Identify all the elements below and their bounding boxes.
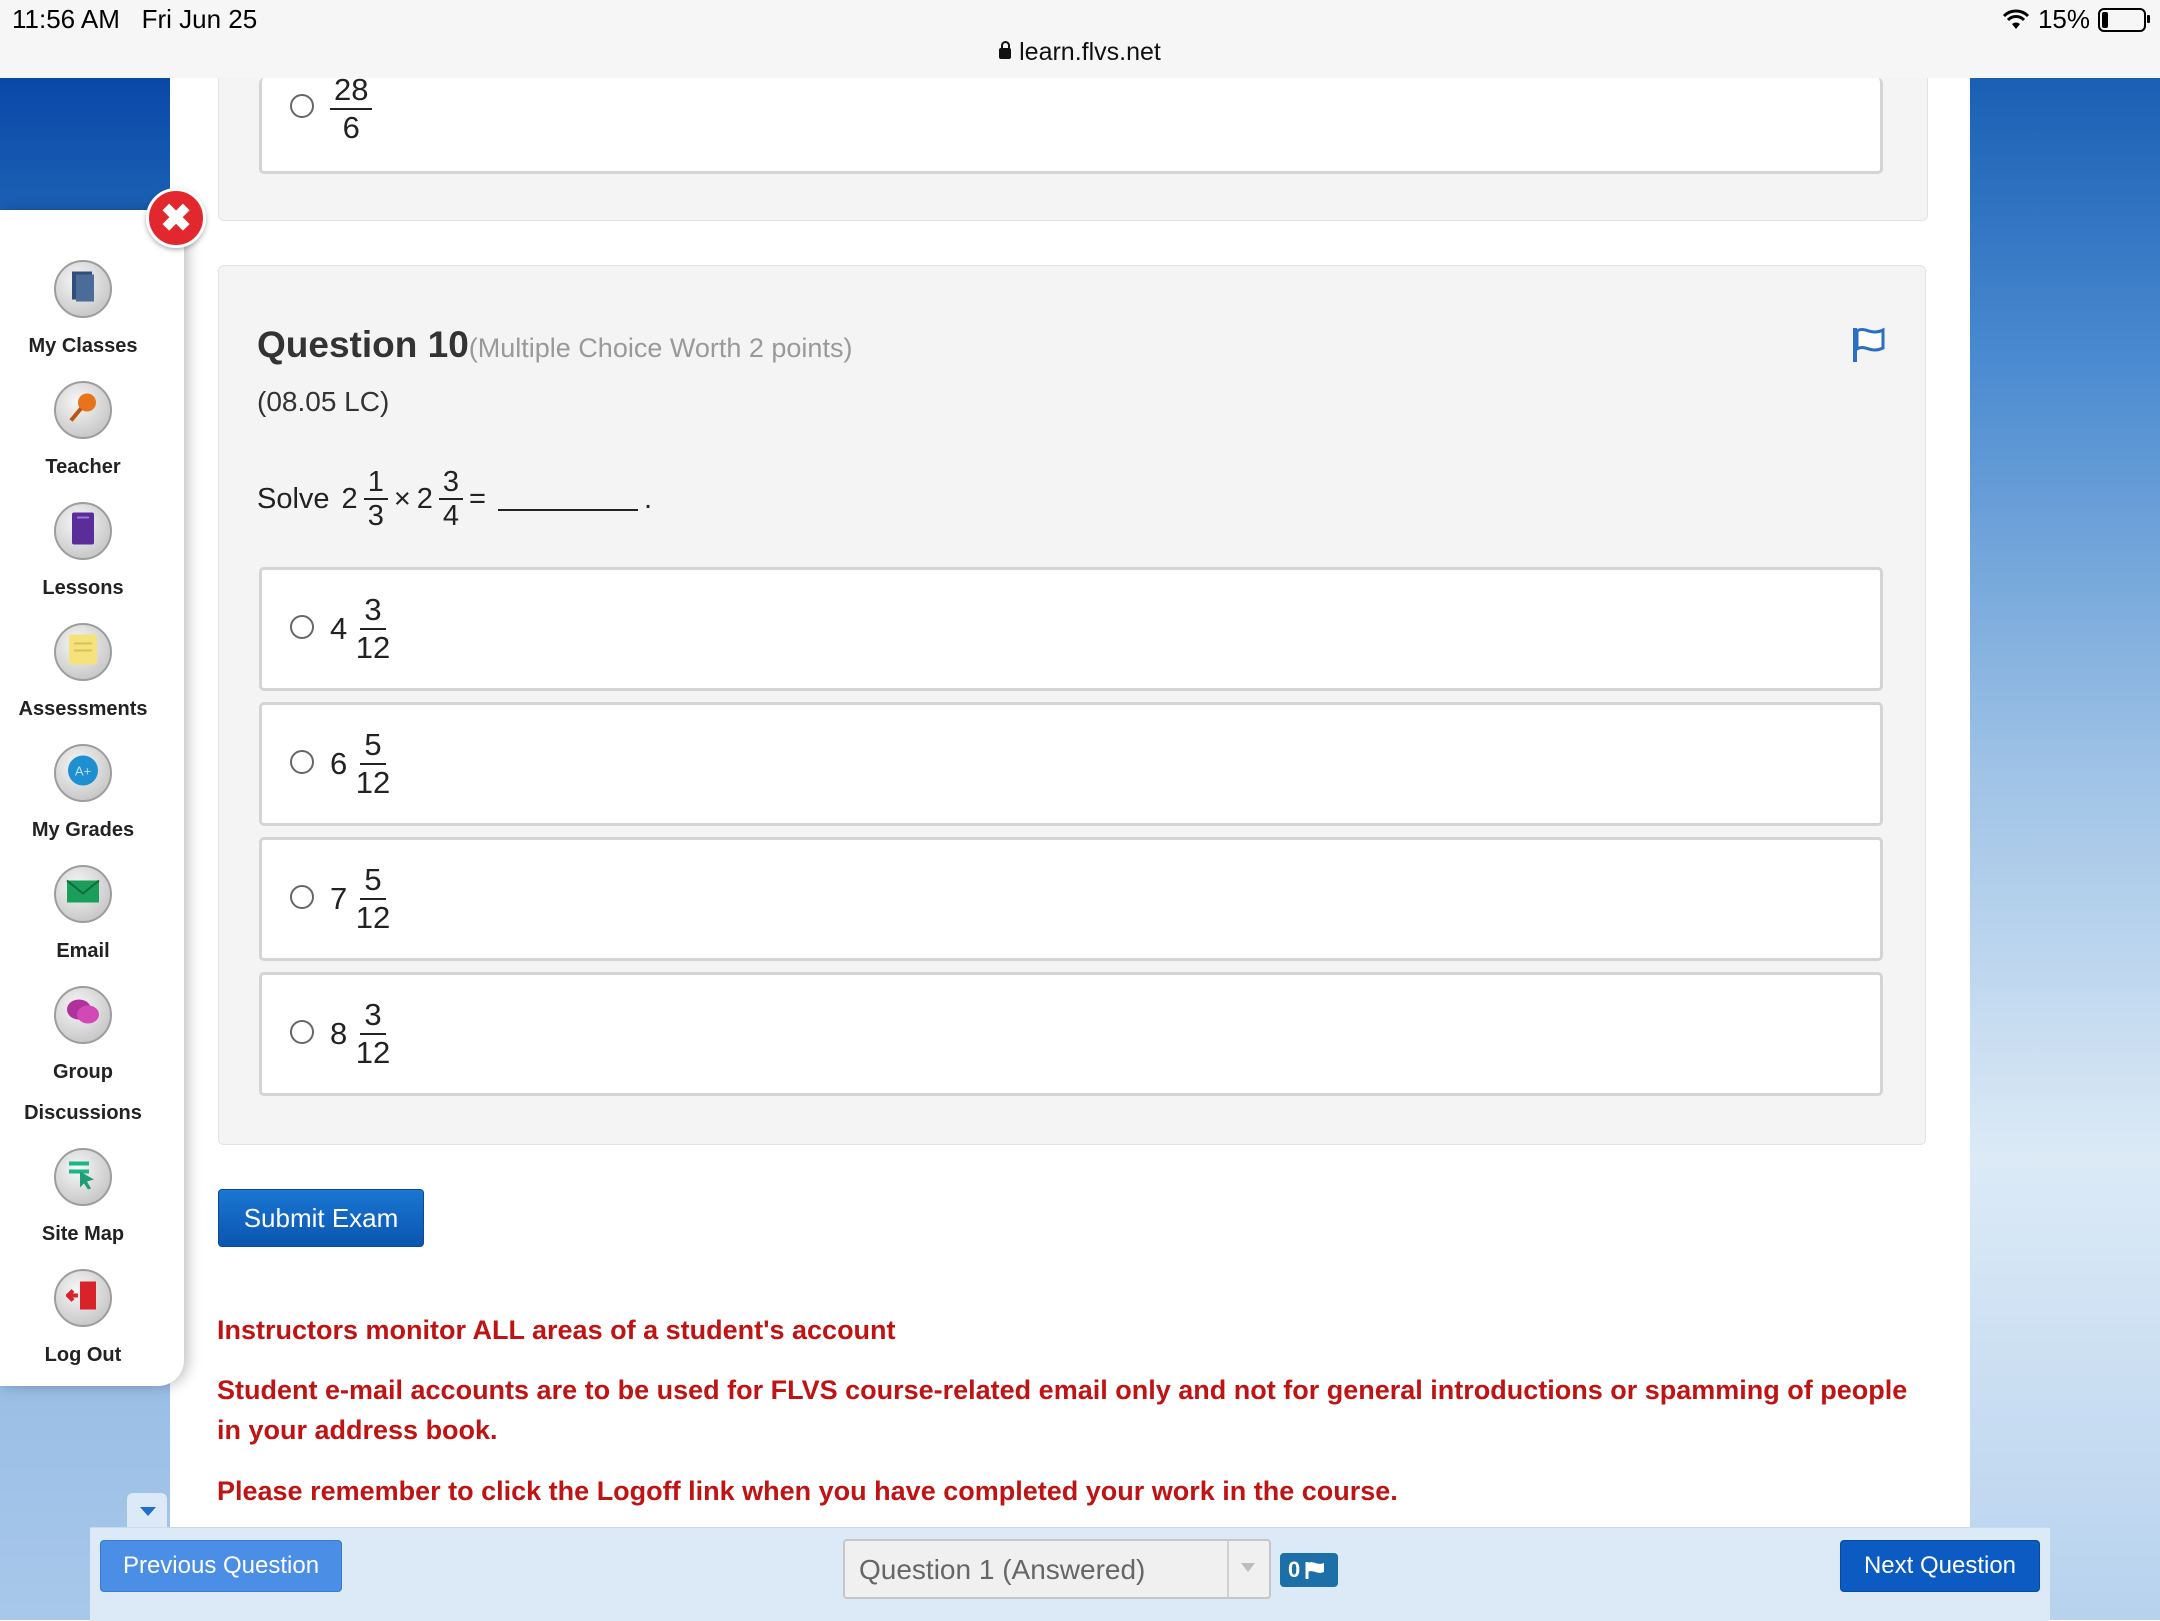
answer-radio[interactable]: [290, 94, 314, 118]
sidebar-item-label: Group Discussions: [24, 1061, 142, 1124]
answer-value: [330, 72, 372, 146]
sidebar-item-site-map[interactable]: [0, 1148, 166, 1255]
sidebar-item-label: Log Out: [44, 1344, 122, 1366]
answer-option-d[interactable]: [259, 972, 1883, 1096]
answer-value: [330, 727, 390, 801]
notice-logoff: Please remember to click the Logoff link when you have completed your work in the course.: [217, 1476, 1398, 1506]
sidebar-item-label: Email: [56, 940, 110, 962]
answer-radio[interactable]: [290, 615, 314, 639]
answer-option-a[interactable]: [259, 567, 1883, 691]
previous-question-button[interactable]: Previous Question: [100, 1540, 342, 1592]
question-select[interactable]: [843, 1539, 1271, 1599]
sidebar-item-email[interactable]: [0, 865, 166, 972]
numerator: 5: [360, 727, 385, 765]
fraction: [356, 592, 390, 666]
sidebar-item-label: Site Map: [41, 1223, 125, 1245]
envelope-icon: [54, 865, 112, 923]
sidebar-item-label: Lessons: [42, 577, 124, 599]
numerator: 5: [360, 862, 385, 900]
question-panel: [218, 265, 1926, 1145]
fraction: [356, 727, 390, 801]
numerator: 28: [330, 72, 372, 110]
sidebar-item-label: My Classes: [28, 335, 138, 357]
fraction: [356, 862, 390, 936]
answer-option-c[interactable]: [259, 837, 1883, 961]
sitemap-icon: [54, 1148, 112, 1206]
answer-blank: [498, 487, 638, 511]
fraction: [330, 72, 372, 146]
expand-toggle-icon[interactable]: [127, 1493, 167, 1529]
flagged-count-badge[interactable]: [1280, 1553, 1338, 1587]
numerator: 3: [360, 592, 385, 630]
status-indicators: [2002, 4, 2146, 35]
denominator: 12: [355, 630, 391, 665]
denominator: 12: [355, 765, 391, 800]
previous-question-panel: [218, 72, 1928, 221]
mixed-whole: 6: [330, 746, 348, 781]
answer-option-b[interactable]: [259, 702, 1883, 826]
exit-door-icon: [54, 1269, 112, 1327]
sidebar-item-teacher[interactable]: [0, 381, 166, 488]
equals-sign: =: [469, 482, 486, 515]
close-sidebar-icon[interactable]: ✖: [146, 188, 206, 248]
question-worth: (Multiple Choice Worth 2 points): [468, 333, 853, 363]
denominator: 4: [442, 500, 460, 532]
ios-status-bar: [0, 0, 2160, 79]
sidebar-item-label: Teacher: [45, 456, 121, 478]
grades-icon: [54, 744, 112, 802]
sticky-note-icon: [54, 623, 112, 681]
svg-text:A+: A+: [74, 763, 92, 779]
question-select-value: Question 1 (Answered): [859, 1554, 1146, 1585]
next-question-button[interactable]: Next Question: [1840, 1540, 2040, 1592]
question-prompt: [257, 466, 652, 532]
denominator: 12: [355, 1035, 391, 1070]
answer-value: [330, 592, 390, 666]
answer-option[interactable]: [259, 72, 1883, 174]
notebook-icon: [54, 502, 112, 560]
clock-time: 11:56 AM: [12, 4, 120, 34]
mixed-whole: 8: [330, 1016, 348, 1051]
answer-radio[interactable]: [290, 1020, 314, 1044]
denominator: 12: [355, 900, 391, 935]
notice-monitor: Instructors monitor ALL areas of a student's account: [217, 1315, 896, 1345]
lock-icon: [999, 48, 1011, 59]
denominator: 6: [342, 110, 360, 145]
answer-radio[interactable]: [290, 885, 314, 909]
chevron-down-icon[interactable]: [1227, 1541, 1269, 1597]
numerator: 3: [360, 997, 385, 1035]
flag-question-icon[interactable]: [1849, 324, 1889, 364]
sidebar-menu: [0, 210, 184, 1386]
address-bar[interactable]: [0, 38, 2160, 67]
sidebar-item-assessments[interactable]: [0, 623, 166, 730]
prompt-word: Solve: [257, 482, 330, 515]
answer-radio[interactable]: [290, 750, 314, 774]
sidebar-item-group-discussions[interactable]: [0, 986, 166, 1134]
sidebar-item-my-classes[interactable]: [0, 260, 166, 367]
mixed-whole: 2: [341, 482, 358, 515]
right-background: [1970, 78, 2160, 1620]
fraction: [364, 466, 388, 532]
flagged-count: 0: [1288, 1557, 1301, 1582]
numerator: 1: [364, 466, 388, 500]
submit-exam-button[interactable]: Submit Exam: [218, 1189, 424, 1247]
sidebar-item-log-out[interactable]: [0, 1269, 166, 1376]
notice-email-policy: Student e-mail accounts are to be used for FLVS course-related email only and not for general introductions or spamming of people in your address book.: [217, 1375, 1908, 1445]
question-title: [257, 324, 852, 366]
answer-value: [330, 862, 390, 936]
question-code: (08.05 LC): [257, 386, 390, 417]
fraction: [356, 997, 390, 1071]
answer-value: [330, 997, 390, 1071]
mixed-whole: 2: [416, 482, 433, 515]
sidebar-item-my-grades[interactable]: [0, 744, 166, 851]
sidebar-item-label: My Grades: [31, 819, 135, 841]
sidebar-item-lessons[interactable]: [0, 502, 166, 609]
sidebar-item-label: Assessments: [18, 698, 148, 720]
prompt-period: .: [643, 482, 653, 515]
multiply-sign: ×: [393, 482, 411, 515]
battery-percent: 15%: [2037, 4, 2090, 34]
denominator: 3: [367, 500, 384, 532]
wifi-icon: [2002, 9, 2030, 31]
battery-icon: [2098, 8, 2146, 32]
mixed-whole: 4: [330, 611, 348, 646]
status-time: [12, 4, 257, 35]
fraction: [439, 466, 463, 532]
pushpin-icon: [54, 381, 112, 439]
book-icon: [54, 260, 112, 318]
clock-date: Fri Jun 25: [141, 4, 258, 34]
url-text: learn.flvs.net: [1019, 38, 1161, 66]
mixed-whole: 7: [330, 881, 348, 916]
chat-bubbles-icon: [54, 986, 112, 1044]
numerator: 3: [439, 466, 463, 500]
flag-icon: [1304, 1560, 1326, 1580]
question-number: Question 10: [257, 324, 469, 365]
